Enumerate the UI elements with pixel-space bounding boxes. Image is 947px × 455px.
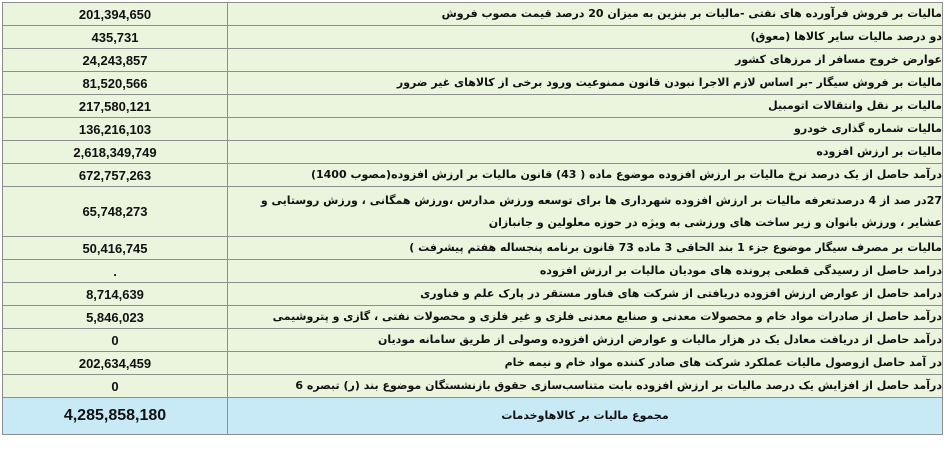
total-amount-cell: 4,285,858,180 bbox=[3, 398, 228, 435]
table-row bbox=[3, 164, 943, 187]
description-cell: مالیات بر مصرف سیگار موضوع جزء 1 بند الحاقی 3 ماده 73 قانون برنامه پنجساله هفتم پیشرفت ) bbox=[228, 237, 943, 260]
amount-cell: 50,416,745 bbox=[3, 237, 228, 260]
amount-cell: 2,618,349,749 bbox=[3, 141, 228, 164]
description-cell: مالیات بر فروش سیگار -بر اساس لازم الاجرا نبودن قانون ممنوعیت ورود برخی از کالاهای غیر ضرور bbox=[228, 72, 943, 95]
table-row bbox=[3, 283, 943, 306]
description-cell: مالیات بر فروش فرآورده های نفتی -مالیات بر بنزین به میزان 20 درصد قیمت مصوب فروش bbox=[228, 3, 943, 26]
description-cell: درآمد حاصل از صادرات مواد خام و محصولات معدنی و صنایع معدنی فلزی و غیر فلزی و محصولات نفتی ، گازی و پتروشیمی bbox=[228, 306, 943, 329]
table-row bbox=[3, 329, 943, 352]
tax-table-body bbox=[3, 3, 943, 435]
amount-cell: 202,634,459 bbox=[3, 352, 228, 375]
amount-cell: 65,748,273 bbox=[3, 187, 228, 237]
amount-cell: 136,216,103 bbox=[3, 118, 228, 141]
amount-cell: 217,580,121 bbox=[3, 95, 228, 118]
amount-cell: 24,243,857 bbox=[3, 49, 228, 72]
total-row bbox=[3, 398, 943, 435]
table-row bbox=[3, 118, 943, 141]
table-row bbox=[3, 306, 943, 329]
table-row bbox=[3, 352, 943, 375]
table-row bbox=[3, 237, 943, 260]
description-cell: درامد حاصل از عوارض ارزش افزوده دریافتی از شرکت های فناور مستقر در پارک علم و فناوری bbox=[228, 283, 943, 306]
total-label-cell: مجموع مالیات بر کالاهاوخدمات bbox=[228, 398, 943, 435]
description-cell: درآمد حاصل از دریافت معادل یک در هزار مالیات و عوارض ارزش افزوده وصولی از طریق سامانه مودیان bbox=[228, 329, 943, 352]
description-cell: 27در صد از 4 درصدتعرفه مالیات بر ارزش افزوده شهرداری ها برای توسعه ورزش مدارس ،ورزش همگانی ، ورزش روستایی و عشایر ، ورزش بانوان و زیر ساخت های ورزشی به ویژه در حوزه معلولین و جانبازان bbox=[228, 187, 943, 237]
amount-cell: 81,520,566 bbox=[3, 72, 228, 95]
amount-cell: . bbox=[3, 260, 228, 283]
amount-cell: 435,731 bbox=[3, 26, 228, 49]
amount-cell: 0 bbox=[3, 329, 228, 352]
table-row bbox=[3, 3, 943, 26]
table-row bbox=[3, 260, 943, 283]
table-row bbox=[3, 49, 943, 72]
table-row bbox=[3, 141, 943, 164]
description-cell: درآمد حاصل از یک درصد نرخ مالیات بر ارزش افزوده موضوع ماده ( 43) قانون مالیات بر ارزش افزوده(مصوب 1400) bbox=[228, 164, 943, 187]
table-row bbox=[3, 95, 943, 118]
tax-table bbox=[2, 2, 943, 435]
description-cell: در آمد حاصل ازوصول مالیات عملکرد شرکت های صادر کننده مواد خام و نیمه خام bbox=[228, 352, 943, 375]
amount-cell: 672,757,263 bbox=[3, 164, 228, 187]
amount-cell: 5,846,023 bbox=[3, 306, 228, 329]
table-row bbox=[3, 72, 943, 95]
table-row bbox=[3, 375, 943, 398]
description-cell: درآمد حاصل از افزایش یک درصد مالیات بر ارزش افزوده بابت متناسب‌سازی حقوق بازنشستگان موضوع بند (ر) تبصره 6 bbox=[228, 375, 943, 398]
description-cell: مالیات شماره گذاری خودرو bbox=[228, 118, 943, 141]
table-row bbox=[3, 187, 943, 237]
description-cell: دو درصد مالیات سایر کالاها (معوق) bbox=[228, 26, 943, 49]
description-cell: مالیات بر نقل وانتقالات اتومبیل bbox=[228, 95, 943, 118]
description-cell: درامد حاصل از رسیدگی قطعی پرونده های مودیان مالیات بر ارزش افزوده bbox=[228, 260, 943, 283]
description-cell: عوارض خروج مسافر از مرزهای کشور bbox=[228, 49, 943, 72]
amount-cell: 0 bbox=[3, 375, 228, 398]
amount-cell: 201,394,650 bbox=[3, 3, 228, 26]
description-cell: مالیات بر ارزش افزوده bbox=[228, 141, 943, 164]
table-row bbox=[3, 26, 943, 49]
amount-cell: 8,714,639 bbox=[3, 283, 228, 306]
